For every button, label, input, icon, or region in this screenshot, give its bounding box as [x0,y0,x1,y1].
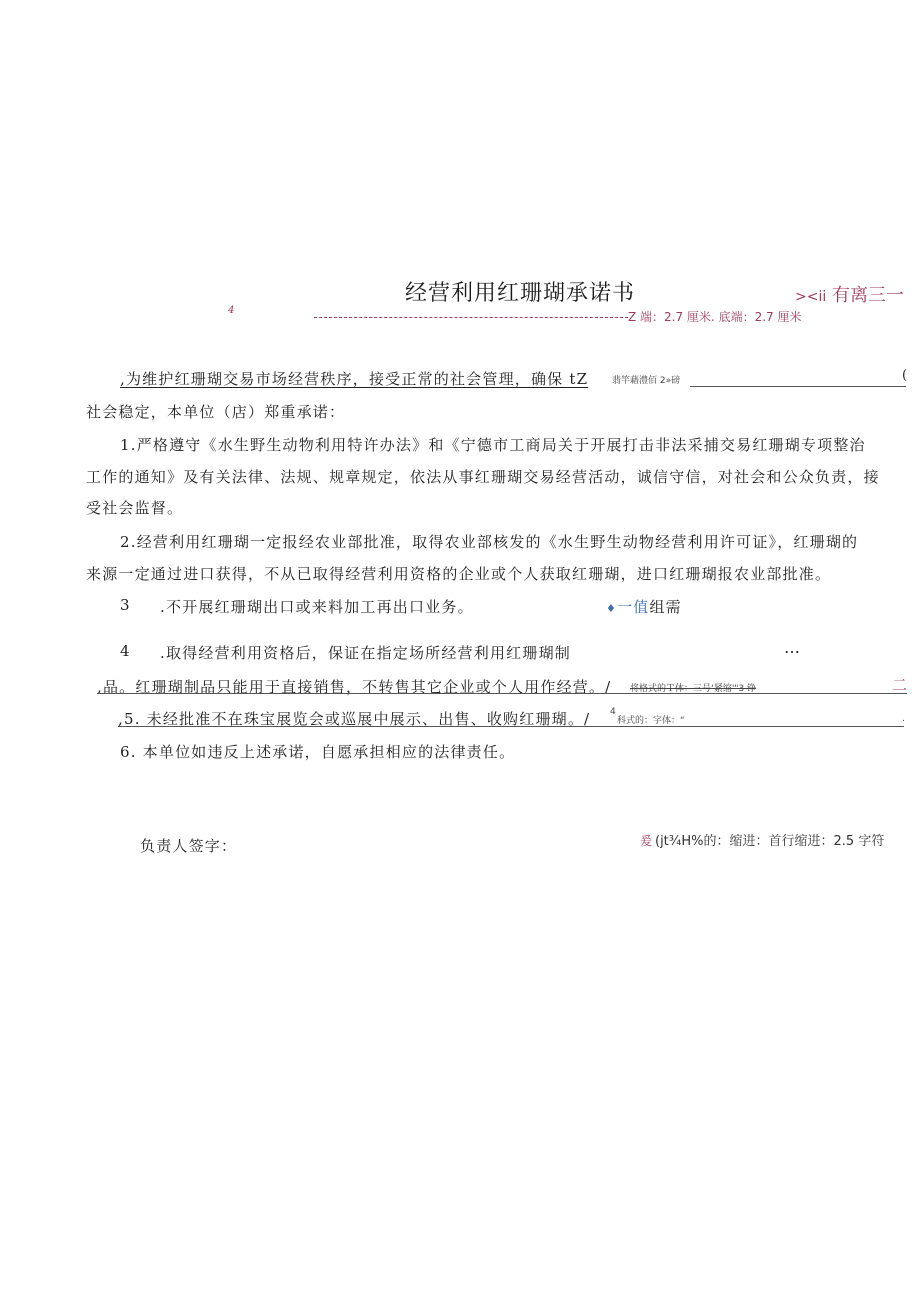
item-5-underline [118,726,904,727]
intro-line-2: 社会稳定，本单位（店）郑重承诺： [86,403,346,421]
item-4-note: 将格式的Ｔ体：三号‘紧缩'"3 铮 [630,684,757,694]
intro-underline [690,386,906,387]
item-1-line-1: 1.严格遵守《水生野生动物利用特许办法》和《宁德市工商局关于开展打击非法采捕交易红珊瑚专项整治 [120,436,866,454]
item-3-annotation [606,596,682,617]
title-annotation [795,281,904,307]
signature-label: 负责人签字： [140,837,238,855]
item-2-line-1: 2.经营利用红珊瑚一定报经农业部批准，取得农业部核发的《水生野生动物经营利用许可证》，红珊瑚的 [120,533,859,551]
item-5-note: 科式的：字体：“ [617,716,685,726]
intro-line-1: ,为维护红珊瑚交易市场经营秩序，接受正常的社会管理，确保 tZ [120,370,589,388]
item-6-text: 6. 本单位如违反上述承诺，自愿承担相应的法律责任。 [120,743,516,761]
item-4-line-2: ,品。红珊瑚制品只能用于直接销售，不转售其它企业或个人用作经营。/ [97,678,612,696]
item-1-line-3: 受社会监督。 [86,499,184,517]
item-3-text: .不开展红珊瑚出口或来料加工再出口业务。 [160,598,474,616]
item-3-annotation-blue: 一值 [617,598,650,616]
signature-note-prefix: 爰 [640,834,653,848]
intro-tail: ( [902,368,909,383]
item-5-text: ,5. 未经批准不在珠宝展览会或巡展中展示、出售、收购红珊瑚。/ [118,710,591,728]
margin-marker: 4 [228,305,235,316]
item-2-line-2: 来源一定通过进口获得，不从已取得经营利用资格的企业或个人获取红珊瑚，进口红珊瑚报农业部批准。 [86,565,832,583]
title-annotation-prefix: ><ii [795,289,827,305]
item-5-tail: . [902,714,905,724]
title-annotation-text: 有离三一 [831,285,904,306]
margin-annotation: Z 端：2.7 厘米. 底端：2.7 厘米 [628,310,802,324]
item-4-underline [97,693,907,694]
annotation-leader-line [314,317,628,318]
item-3-annotation-rest: 组需 [649,598,682,616]
item-1-line-2: 工作的通知》及有关法律、法规、规章规定，依法从事红珊瑚交易经营活动，诚信守信，对社会和公众负责，接 [86,468,880,486]
item-3-number: 3 [120,596,131,614]
item-4-number: 4 [120,642,131,660]
item-4-text: .取得经营利用资格后，保证在指定场所经营利用红珊瑚制 [160,644,571,662]
item-5-sup: 4 [610,707,616,717]
bullet-icon: ♦ [606,602,618,615]
intro-note: 翡竿藉澧佰 2»磅 [612,376,681,386]
signature-note: (jt¾H%的：缩进：首行缩进：2.5 字符 [655,834,885,849]
item-4-ellipsis: … [784,638,802,657]
page-title: 经营利用红珊瑚承诺书 [405,281,636,306]
item-4-tail: 二 [892,676,909,694]
